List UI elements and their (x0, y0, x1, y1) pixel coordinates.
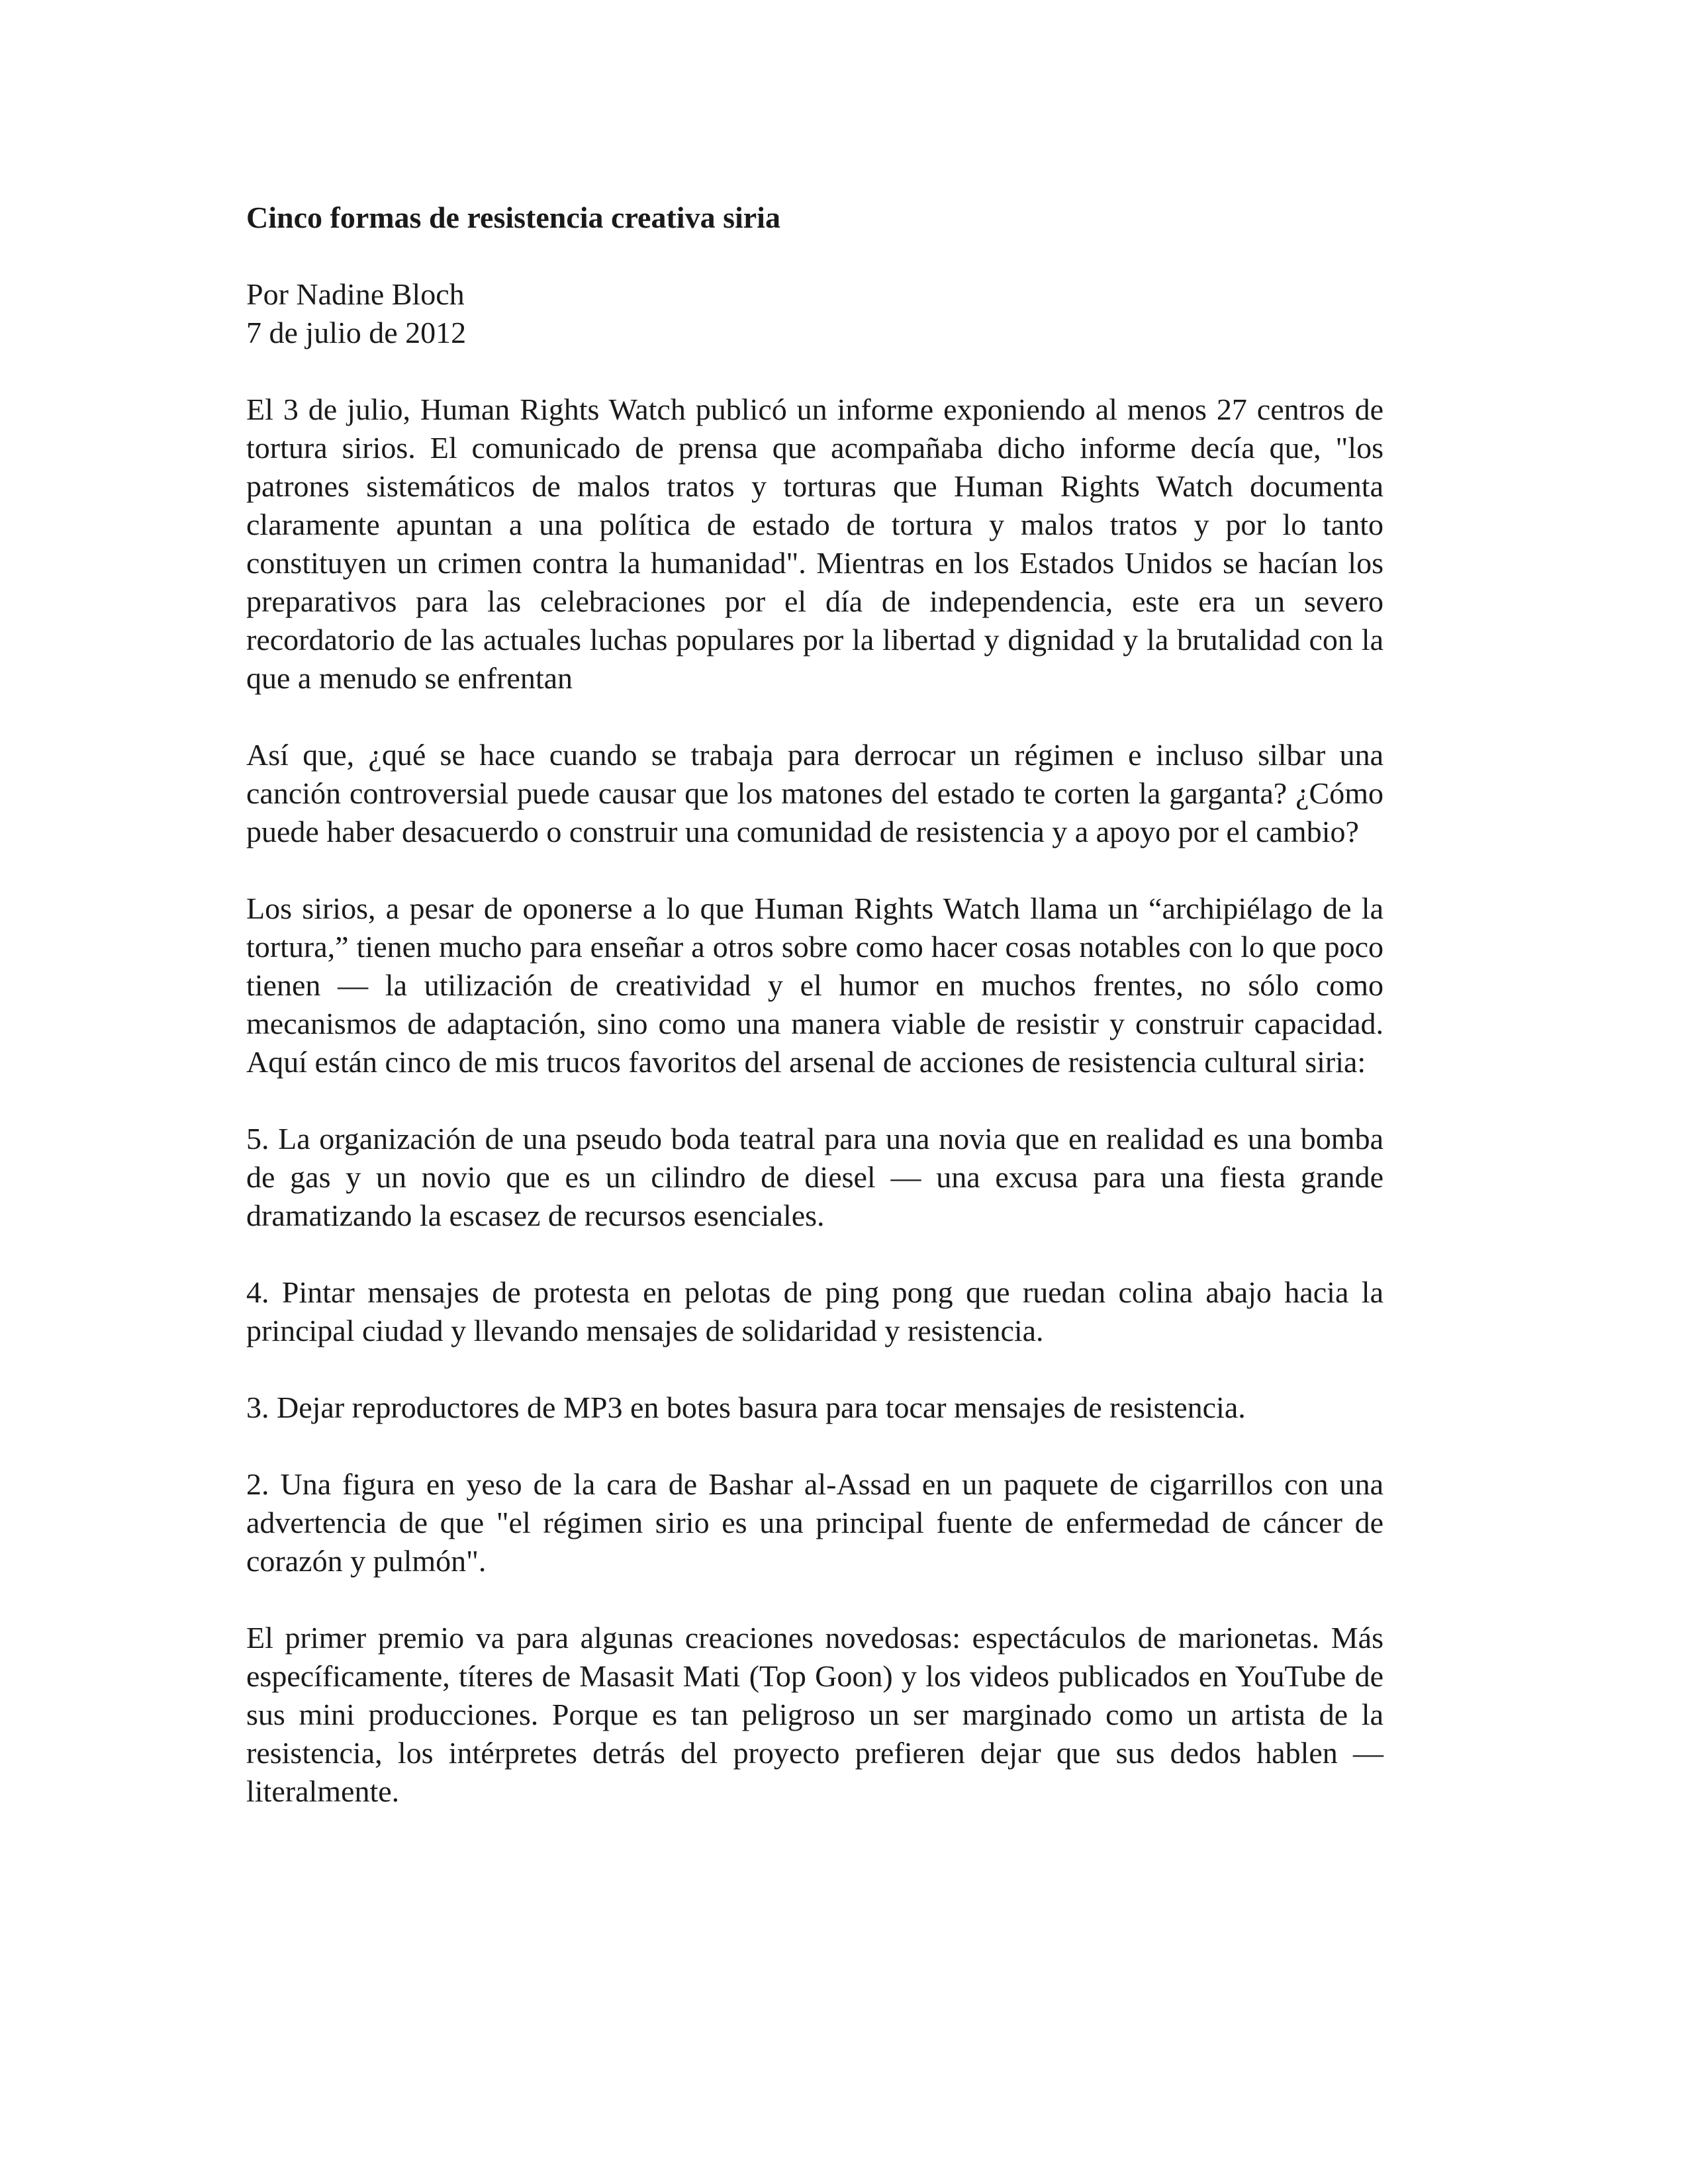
list-item-4: 4. Pintar mensajes de protesta en pelotas de ping pong que ruedan colina abajo hacia la principal ciudad y llevando mensajes de solidaridad y resistencia. (246, 1275, 1383, 1347)
byline (246, 275, 1383, 352)
article-title: Cinco formas de resistencia creativa siria (246, 201, 780, 234)
paragraph-first-prize: El primer premio va para algunas creaciones novedosas: espectáculos de marionetas. Más específicamente, títeres de Masasit Mati (Top Goon) y los videos publicados en YouTube de sus mini producciones. Porque es tan peligroso un ser marginado como un artista de la resistencia, los intérpretes detrás del proyecto prefieren dejar que sus dedos hablen — literalmente. (246, 1621, 1383, 1808)
paragraph-question: Así que, ¿qué se hace cuando se trabaja para derrocar un régimen e incluso silbar una canción controversial puede causar que los matones del estado te corten la garganta? ¿Cómo puede haber desacuerdo o construir una comunidad de resistencia y a apoyo por el cambio? (246, 738, 1383, 848)
list-item-5: 5. La organización de una pseudo boda teatral para una novia que en realidad es una bomba de gas y un novio que es un cilindro de diesel — una excusa para una fiesta grande dramatizando la escasez de recursos esenciales. (246, 1122, 1383, 1232)
list-item-3: 3. Dejar reproductores de MP3 en botes basura para tocar mensajes de resistencia. (246, 1390, 1246, 1424)
list-item-2: 2. Una figura en yeso de la cara de Bashar al-Assad en un paquete de cigarrillos con una advertencia de que "el régimen sirio es una principal fuente de enfermedad de cáncer de corazón y pulmón". (246, 1467, 1383, 1578)
author: Por Nadine Bloch (246, 277, 465, 311)
publication-date: 7 de julio de 2012 (246, 316, 467, 349)
document-page (246, 199, 1383, 1811)
paragraph-intro: El 3 de julio, Human Rights Watch publicó un informe exponiendo al menos 27 centros de tortura sirios. El comunicado de prensa que acompañaba dicho informe decía que, "los patrones sistemáticos de malos tratos y torturas que Human Rights Watch documenta claramente apuntan a una política de estado de tortura y malos tratos y por lo tanto constituyen un crimen contra la humanidad". Mientras en los Estados Unidos se hacían los preparativos para las celebraciones por el día de independencia, este era un severo recordatorio de las actuales luchas populares por la libertad y dignidad y la brutalidad con la que a menudo se enfrentan (246, 392, 1383, 695)
paragraph-context: Los sirios, a pesar de oponerse a lo que Human Rights Watch llama un “archipiélago de la tortura,” tienen mucho para enseñar a otros sobre como hacer cosas notables con lo que poco tienen — la utilización de creatividad y el humor en muchos frentes, no sólo como mecanismos de adaptación, sino como una manera viable de resistir y construir capacidad. Aquí están cinco de mis trucos favoritos del arsenal de acciones de resistencia cultural siria: (246, 891, 1383, 1079)
